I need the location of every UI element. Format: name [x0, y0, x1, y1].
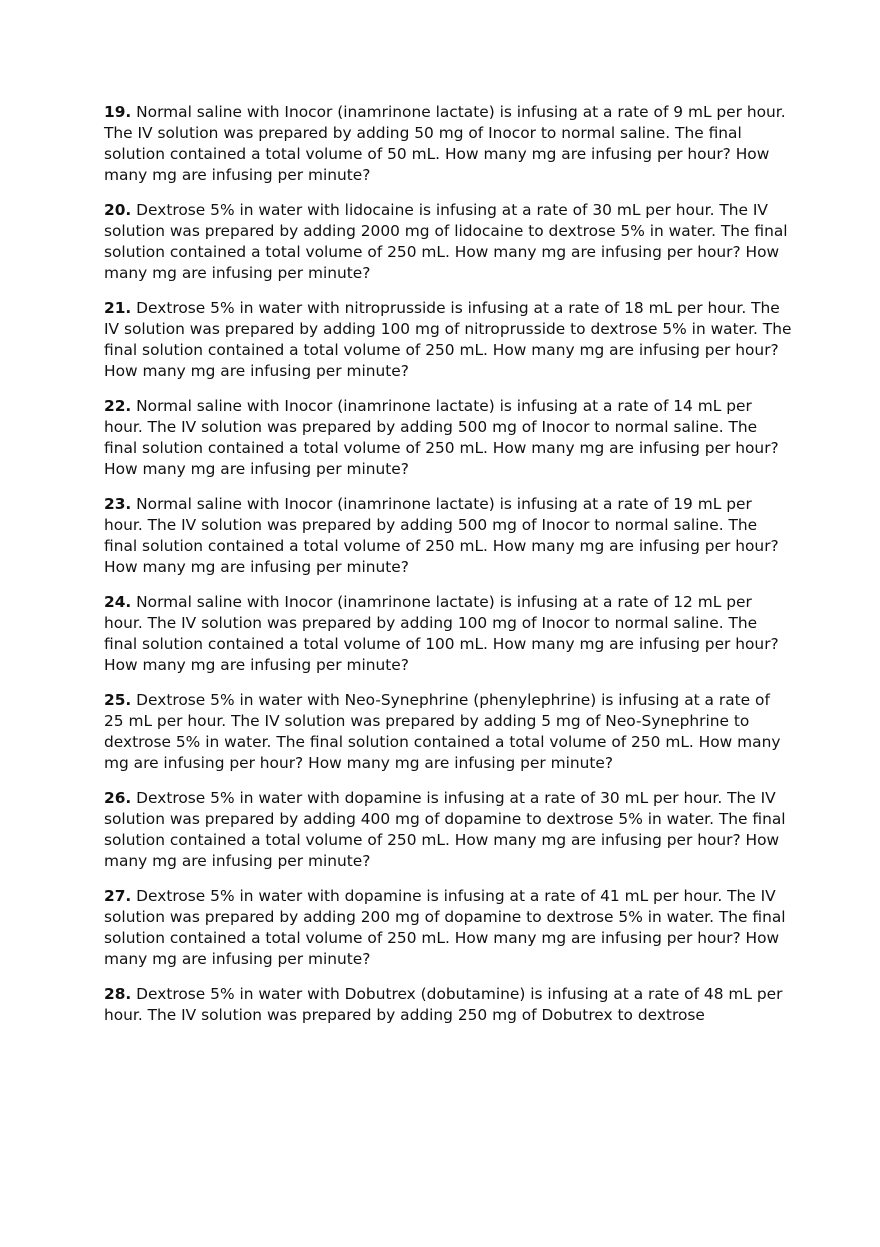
problem-text: Normal saline with Inocor (inamrinone lactate) is infusing at a rate of 19 mL per hour. The IV solution was prepared by adding 500 mg of Inocor to normal saline. The final solution contained a total volume of 250 mL. How many mg are infusing per hour? How many mg are infusing per minute? [104, 495, 779, 576]
problem-26 [104, 788, 794, 872]
problem-27 [104, 886, 794, 970]
problem-text: Normal saline with Inocor (inamrinone lactate) is infusing at a rate of 14 mL per hour. The IV solution was prepared by adding 500 mg of Inocor to normal saline. The final solution contained a total volume of 250 mL. How many mg are infusing per hour? How many mg are infusing per minute? [104, 397, 779, 478]
problem-number: 24. [104, 593, 132, 611]
problem-text: Dextrose 5% in water with dopamine is infusing at a rate of 41 mL per hour. The IV solution was prepared by adding 200 mg of dopamine to dextrose 5% in water. The final solution contained a total volume of 250 mL. How many mg are infusing per hour? How many mg are infusing per minute? [104, 887, 786, 968]
problem-number: 19. [104, 103, 132, 121]
problem-number: 28. [104, 985, 132, 1003]
problem-text: Normal saline with Inocor (inamrinone lactate) is infusing at a rate of 9 mL per hour. The IV solution was prepared by adding 50 mg of Inocor to normal saline. The final solution contained a total volume of 50 mL. How many mg are infusing per hour? How many mg are infusing per minute? [104, 103, 786, 184]
problem-22 [104, 396, 794, 480]
problem-28 [104, 984, 794, 1026]
problem-text: Normal saline with Inocor (inamrinone lactate) is infusing at a rate of 12 mL per hour. The IV solution was prepared by adding 100 mg of Inocor to normal saline. The final solution contained a total volume of 100 mL. How many mg are infusing per hour? How many mg are infusing per minute? [104, 593, 779, 674]
problem-25 [104, 690, 794, 774]
problem-number: 23. [104, 495, 132, 513]
problem-text: Dextrose 5% in water with Neo-Synephrine (phenylephrine) is infusing at a rate of 25 mL per hour. The IV solution was prepared by adding 5 mg of Neo-Synephrine to dextrose 5% in water. The final solution contained a total volume of 250 mL. How many mg are infusing per hour? How many mg are infusing per minute? [104, 691, 781, 772]
problem-text: Dextrose 5% in water with lidocaine is infusing at a rate of 30 mL per hour. The IV solution was prepared by adding 2000 mg of lidocaine to dextrose 5% in water. The final solution contained a total volume of 250 mL. How many mg are infusing per hour? How many mg are infusing per minute? [104, 201, 788, 282]
problem-19 [104, 102, 794, 186]
problem-number: 27. [104, 887, 132, 905]
problem-23 [104, 494, 794, 578]
problem-21 [104, 298, 794, 382]
problem-number: 25. [104, 691, 132, 709]
problem-24 [104, 592, 794, 676]
problem-number: 26. [104, 789, 132, 807]
problem-20 [104, 200, 794, 284]
document-page [104, 102, 794, 1040]
problem-text: Dextrose 5% in water with dopamine is infusing at a rate of 30 mL per hour. The IV solution was prepared by adding 400 mg of dopamine to dextrose 5% in water. The final solution contained a total volume of 250 mL. How many mg are infusing per hour? How many mg are infusing per minute? [104, 789, 786, 870]
problem-text: Dextrose 5% in water with Dobutrex (dobutamine) is infusing at a rate of 48 mL per hour. The IV solution was prepared by adding 250 mg of Dobutrex to dextrose [104, 985, 783, 1024]
problem-text: Dextrose 5% in water with nitroprusside is infusing at a rate of 18 mL per hour. The IV solution was prepared by adding 100 mg of nitroprusside to dextrose 5% in water. The final solution contained a total volume of 250 mL. How many mg are infusing per hour? How many mg are infusing per minute? [104, 299, 792, 380]
problem-number: 22. [104, 397, 132, 415]
problem-number: 21. [104, 299, 132, 317]
problem-number: 20. [104, 201, 132, 219]
